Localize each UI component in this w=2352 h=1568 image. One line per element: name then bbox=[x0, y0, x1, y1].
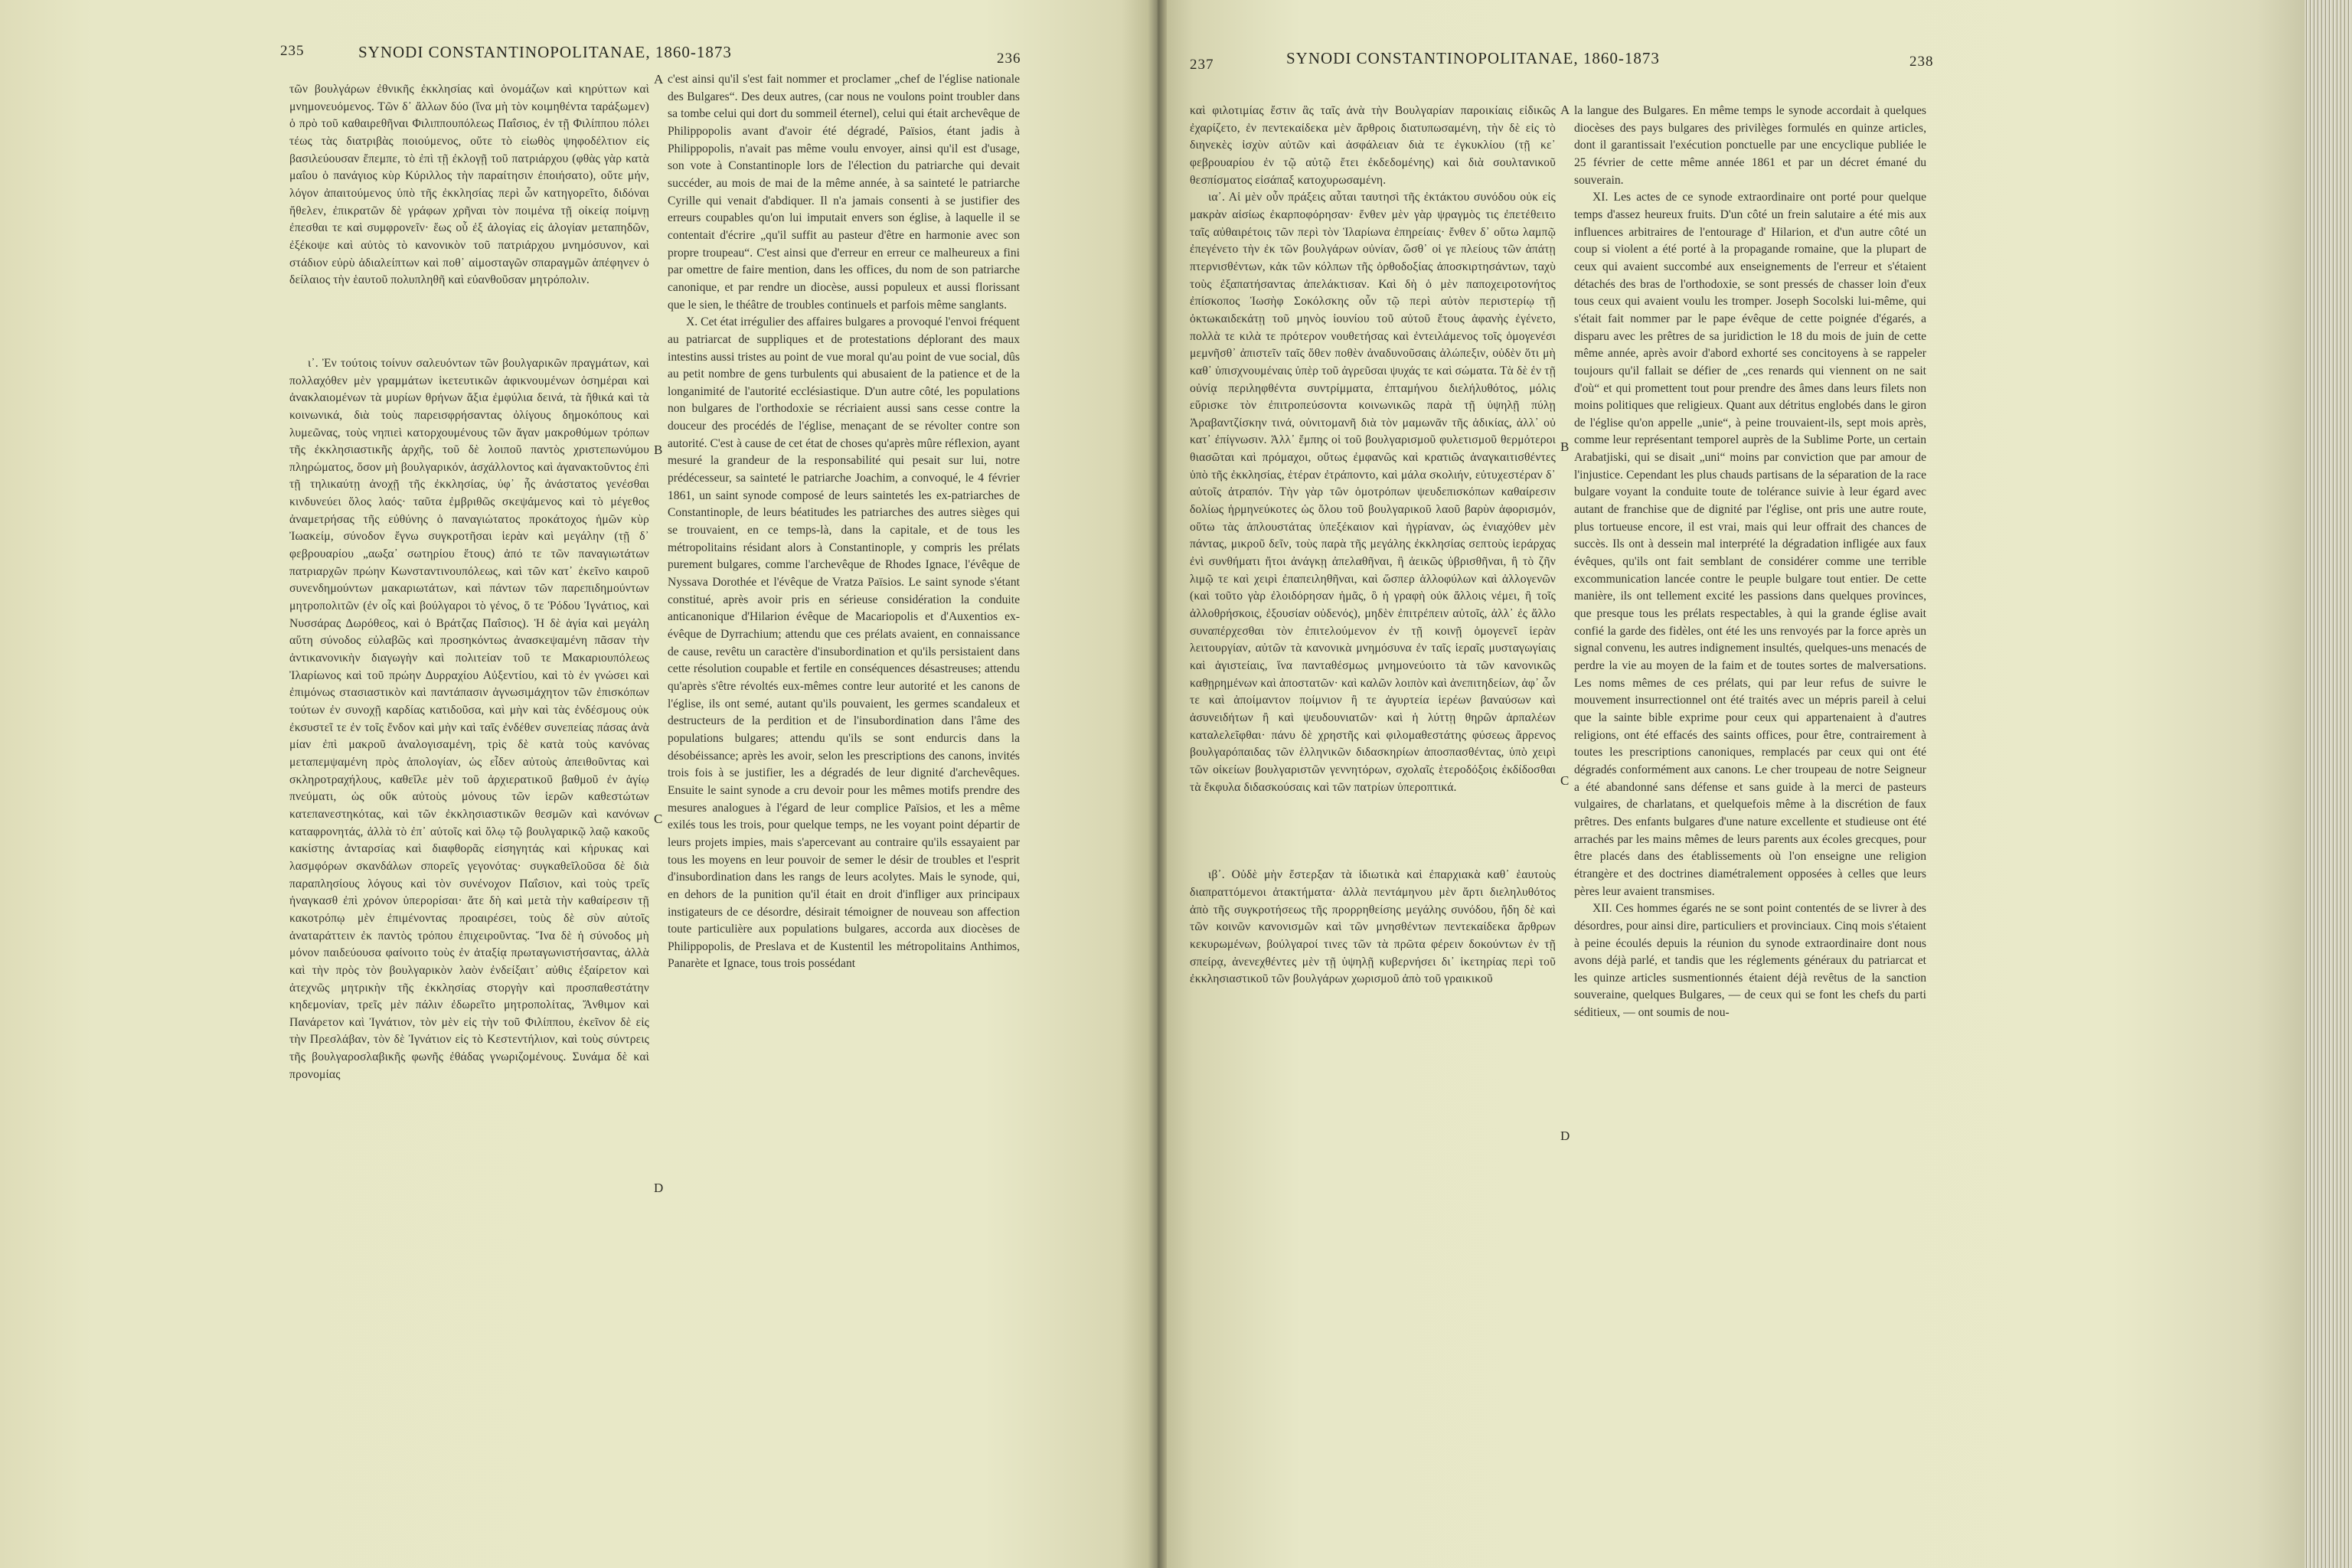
greek-paragraph: ιβ᾽. Οὐδὲ μὴν ἔστερξαν τὰ ἰδιωτικὰ καὶ ἐπαρχιακὰ καθ᾽ ἑαυτοὺς διαπραττόμενοι ἀτακτήματα· ἀλλὰ πεντάμηνου μὲν ἄρτι διεληλυθότος ἀπὸ τῆς συγκροτήσεως τῆς προρρηθείσης μεγάλης συνόδου, ἤδη δὲ καὶ τῶν κοινῶν κανονισμῶν καὶ τῶν μνησθέντων πεντεκαίδεκα ἄρθρων κεκυρωμένων, βούλγαροί τινες τῶν τὰ πρῶτα φέρειν δοκούντων ἐν τῇ σπείρᾳ, ἀνενεχθέντες μὲν τῇ ὑψηλῇ κυβερνήσει δι᾽ ἱκετηρίας περὶ τοῦ ἐκκλησιαστικοῦ τῶν βουλγάρων χωρισμοῦ ἀπὸ τοῦ γραικικοῦ bbox=[1190, 868, 1556, 986]
book-gutter bbox=[1148, 0, 1167, 1568]
section-marker-a: A bbox=[1560, 103, 1570, 117]
right-greek-column bbox=[1190, 103, 1556, 1534]
greek-paragraph: τῶν βουλγάρων ἐθνικῆς ἐκκλησίας καὶ ὀνομάζων καὶ κηρύττων καὶ μνημονευόμενος. Τῶν δ᾽ ἄλλων δύο (ἵνα μὴ τὸν κοιμηθέντα ταράξωμεν) ὁ πρὸ τοῦ καθαιρεθῆναι Φιλιππουπόλεως Παΐσιος, ἐν τῇ Φιλίππου πόλει τέως τὰς διατριβὰς ποιούμενος, οὔτε τὸ εἰωθὸς ψηφοδέλτιον εἰς βασιλεύουσαν ἔπεμπε, τὸ ἐπὶ τῇ ἐκλογῇ τοῦ πατριάρχου (φθὰς γὰρ κατὰ μαΐου ὁ πανάγιος κὺρ Κύριλλος τὴν παραίτησιν ἐποιήσατο), οὔτε μήν, λόγον ἀπαιτούμενος ὑπὸ τῆς ἐκκλησίας περὶ ὧν κατηγορεῖτο, διδόναι ἤθελεν, ἐπικρατῶν δὲ γράφων χρῆναι τὸν ποιμένα τῇ οἰκείᾳ ποίμνῃ ἐπεσθαι τε καὶ συμφρονεῖν· ἕως οὗ ἐξ ἀλογίας εἰς ἀλογίαν μεταπηδῶν, ἐξέκοψε καὶ αὐτὸς τὸ κανονικὸν τοῦ πατριάρχου μνημόσυνον, καὶ στάδιον εὐρὺ ἀδιαλείπτων καὶ ποθ᾽ αἱμοσταγῶν σπαραγμῶν ἀπέφηνεν ὁ δείλαιος τὴν ἑαυτοῦ πολυπληθῆ καὶ εὐανθοῦσαν μητρόπολιν. bbox=[289, 83, 649, 287]
right-french-column bbox=[1574, 103, 1926, 1534]
page-number-238: 238 bbox=[1909, 54, 1934, 70]
section-marker-c: C bbox=[654, 812, 663, 826]
greek-paragraph: ι᾽. Ἐν τούτοις τοίνυν σαλευόντων τῶν βουλγαρικῶν πραγμάτων, καὶ πολλαχόθεν μὲν γραμμάτων ἱκετευτικῶν ἀφικνουμένων ὀσημέραι καὶ ἀνακλαιομένων τὰ μυρίων θρήνων ἄξια ἐμφύλια δεινά, τὰ ἤθικά καὶ τὰ κοινωνικά, διὰ τοὺς παρεισφρήσαντας ὀλίγους δημοκόπους καὶ λυμεῶνας, τοὺς νηπιεὶ κατορχουμένους τῶν ἄγαν μακροθύμων τρόπων τῆς ἐκκλησιαστικῆς ἀρχῆς, τοῦ δὲ λοιποῦ παντὸς χριστεπωνύμου πληρώματος, ὅσον μὴ βουλγαρικόν, ἀσχάλλοντος καὶ ἀγανακτοῦντος ἐπὶ τῇ τηλικαύτῃ ἀνοχῇ τῆς ἐκκλησίας, ὑφ᾽ ἧς ἀνάστατος γενέσθαι κινδυνεύει ὅλος λαός· ταῦτα ἐμβριθῶς σκεψάμενος καὶ τὸ μέγεθος ἀναμετρήσας τῆς εὐθύνης ὁ παναγιώτατος προκάτοχος ἡμῶν κὺρ Ἰωακείμ, σύνοδον ἔγνω συγκροτῆσαι ἱερὰν καὶ μεγάλην (τῇ δ᾽ φεβρουαρίου „αωξα᾽ σωτηρίου ἔτους) ἀπό τε τῶν παναγιωτάτων πατριαρχῶν πρώην Κωνσταντινουπόλεως, καὶ τῶν κατ᾽ ἐκεῖνο καιροῦ συνενδημούντων μακαριωτάτων, καὶ πάντων τῶν παρεπιδημούντων μητροπολιτῶν (ἐν οἷς καὶ βούλγαροι τὸ γένος, ὅ τε Ῥόδου Ἰγνάτιος, καὶ Νυσσάρας Δωρόθεος, καὶ ὁ Βράτζας Παΐσιος). Ἡ δὲ ἁγία καὶ μεγάλη αὕτη σύνοδος εὐλαβῶς καὶ προσηκόντως ἀνασκεψαμένη πᾶσαν τὴν ἀντικανονικὴν διαγωγὴν καὶ πολιτείαν τοῦ τε Μακαριουπόλεως Ἰλαρίωνος καὶ τοῦ πρώην Δυρραχίου Αὐξεντίου, καὶ τὸ ἐν γνώσει καὶ ἐπιμόνως στασιαστικὸν καὶ παντάπασιν ἀγνωσιμάχητον τῶν ἐπισκόπων τούτων ἐν συνοχῇ καρδίας κατιδοῦσα, καὶ μὴν καὶ τὰς ἐνδέσμους οὐκ ἐκσυστεῖ τε ἐν τοῖς ἔνδον καὶ μὴν καὶ ταῖς ἐνδέθεν συνεπείας πάσας ἀνὰ μίαν ἐπὶ μακροῦ ἀναλογισαμένη, τρὶς δὲ κατὰ τοὺς κανόνας μεταπεμψαμένη πρὸς ἀπολογίαν, ὡς εἶδεν αὐτοὺς ἀπειθοῦντας καὶ σκληροτραχήλους, καθεῖλε μὲν τοῦ ἀρχιερατικοῦ βαθμοῦ ἐν ἁγίῳ πνεύματι, ὡς οὔκ αὐτοὺς μόνους τῶν ἱερῶν καθεστώτων κατεπανεστηκότας, καὶ τῶν ἐκκλησιαστικῶν θεσμῶν καὶ κανόνων καταφρονητάς, ἀλλὰ τὸ ἐπ᾽ αὐτοῖς καὶ ὅλῳ τῷ βουλγαρικῷ λαῷ κακοῦς κακίστης ἀνταρσίας καὶ διαφθορᾶς εἰσηγητάς καὶ κήρυκας καὶ λασμφόρων σκανδάλων σπορεῖς γεγονότας· συγκαθεῖλοῦσα δὲ διὰ παραπλησίους λόγους καὶ τὸν συνένοχον Παΐσιον, καὶ τοὺς τρεῖς ἠναγκασθ ἐπὶ χρόνον ὑπερορίσαι· ἅτε δὴ καὶ μετὰ τὴν καθαίρεσιν τῇ κακοτρόπῳ μὲν ἐπιμένοντας προαιρέσει, τοὺς δὲ σὺν αὐτοῖς ἀναταράττειν ἐκ παντὸς τρόπου ἐπιχειροῦντας. Ἵνα δὲ ἡ σύνοδος μὴ μόνον παιδεύουσα φαίνοιτο τοὺς ἐν ἀταξίᾳ πρωταγωνιστήσαντας, ἀλλὰ καὶ τὴν πρὸς τὸν βουλγαρικὸν λαὸν ἐνδείξαιτ᾽ αὐθις ἐξαίρετον καὶ ἀτεχνῶς μητρικὴν τῆς ἐκκλησίας στοργὴν καὶ προσπαθεστάτην κηδεμονίαν, τρεῖς μὲν πάλιν ἐδωρεῖτο μητροπολίτας, Ἄνθιμον καὶ Πανάρετον καὶ Ἰγνάτιον, τὸν μὲν εἰς τὴν τοῦ Φιλίππου, ἐκεῖνον δὲ εἰς τὴν Πρεσλάβαν, τὸν δὲ Ἰγνάτιον εἰς τὸ Κεστεντήλιον, καὶ τοὺς σύντρεις τῆς βουλγαροσλαβικῆς φωνῆς ἐθάδας γνωριζομένους. Συνάμα δὲ καὶ προνομίας bbox=[289, 356, 649, 1081]
section-marker-d: D bbox=[1560, 1129, 1570, 1143]
section-marker-b: B bbox=[654, 443, 663, 457]
left-page bbox=[0, 0, 1156, 1568]
left-french-column bbox=[668, 71, 1020, 1526]
right-header-title: SYNODI CONSTANTINOPOLITANAE, 1860-1873 bbox=[1286, 49, 1660, 67]
french-paragraph: XI. Les actes de ce synode extraordinaire ont porté pour quelque temps d'assez heureux fruits. D'un côté un frein salutaire a été mis aux influences arbitraires de l'entourage d' Hilarion, et d'un autre côté un coup si violent a été porté à la propagande romaine, que la plupart de ceux qui avaient succombé aux enseignements de l'erreur et s'étaient détachés des bras de l'orthodoxie, se sont pressés de chasser loin d'eux tous ceux qui avaient voulu les tromper. Joseph Socolski lui-même, qui s'était fait nommer par le pape évêque de cette poignée d'égarés, a disparu avec les prêtres de sa juridiction le 18 du mois de juin de cette même année, après avoir d'abord exhorté ses concitoyens à se rappeler toujours qu'il fallait se défier de „ces renards qui viennent on ne sait d'où“ et qui promettent tout pour prendre des âmes dans leurs filets non moins politiques que religieux. Quant aux détritus englobés dans le giron de l'église qu'on appelle „unie“, à peine trouvaient-ils, sept mois après, comme leur représentant temporel auprès de la Sublime Porte, un certain Arabatjiski, qui se disait „uni“ moins par conviction que par amour de l'injustice. Cependant les plus chauds partisans de la séparation de la race bulgare voyant la conduite toute de tolérance suivie à leur égard avec autant de franchise que de dignité par l'église, ont pris une autre route, plus tortueuse encore, il est vrai, mais qui leur offrait des chances de succès. Ils ont à dessein mal interprété la dégradation infligée aux faux évêques, qu'ils ont fait semblant de considérer comme une terrible excommunication lancée contre le peuple bulgare tout entier. De cette manière, ils ont tellement excité les passions dans quelques provinces, que presque tous les prélats respectables, à qui la grande église avait confié la garde des fidèles, ont été les uns renvoyés par la force après un signal convenu, les autres indignement insultés, quelques-uns menacés de perdre la vie au moyen de la faim et de toutes sortes de malversations. Les noms mêmes de ces prélats, qui par leur refus de suivre le mouvement insurrectionnel ont été traités avec un mépris pareil à celui que la sainte bible exprime pour ceux qui appartenaient à d'autres religions, ont été effacés des saints offices, pour être, contrairement à toutes les prescriptions canoniques, remplacés par ceux qui ont été dégradés conformément aux canons. Le cher troupeau de notre Seigneur a été abandonné sans défense et sans guide à la merci de pasteurs vulgaires, de charlatans, et quelquefois même à la discrétion de faux prêtres. Des enfants bulgares d'une nature excellente et studieuse ont été arrachés par les mains mêmes de leurs parents aux écoles grecques, pour être placés dans des établissements où l'on enseigne une religion étrangère et des doctrines diamétralement opposées à celles que leurs pères leur avaient transmises. bbox=[1574, 191, 1926, 898]
page-edge bbox=[2305, 0, 2352, 1568]
greek-paragraph: καὶ φιλοτιμίας ἔστιν ἃς ταῖς ἀνὰ τὴν Βουλγαρίαν παροικίαις εἰδικῶς ἐχαρίζετο, ἐν πεντεκαίδεκα μὲν ἄρθροις διατυπωσαμένη, τὴν δὲ εἰς τὸ διηνεκὲς ἰσχὺν αὐτῶν καὶ ἀσφάλειαν διὰ τε ἐγκυκλίου (τῇ κε᾽ φεβρουαρίου ἐν τῷ αὐτῷ ἔτει ἐκδεδομένης) καὶ διὰ σουλτανικοῦ θεσπίσματος εἰσάπαξ κατοχυρωσαμένη. bbox=[1190, 104, 1556, 187]
right-page bbox=[1158, 0, 2352, 1568]
french-paragraph: XII. Ces hommes égarés ne se sont point contentés de se livrer à des désordres, pour ainsi dire, particuliers et provinciaux. Cinq mois s'étaient à peine écoulés depuis la réunion du synode extraordinaire dont nous avons déjà parlé, et tandis que les réglements généraux du patriarcat et les quinze articles susmentionnés étaient déjà revêtus de la sanction souveraine, quelques Bulgares, — de ceux qui se font les chefs du parti séditieux, — ont soumis de nou- bbox=[1574, 902, 1926, 1020]
page-number-236: 236 bbox=[997, 51, 1021, 67]
greek-paragraph: ια᾽. Αἱ μὲν οὖν πράξεις αὗται ταυτησὶ τῆς ἐκτάκτου συνόδου οὐκ εἰς μακρὰν αἰσίως ἐκαρποφόρησαν· ἔνθεν μὲν γὰρ ψραγμὸς τις ἐπετέθειτο ταῖς αὐθαιρέτοις τῶν περὶ τὸν Ἱλαρίωνα ἐπηρείαις· ἔνθεν δ᾽ οὕτω λαμπῷ ἐπεγένετο τὴν ἐκ τῶν βουλγάρων οὐνίαν, ὥσθ᾽ οἱ γε πλείους τῶν ἀπάτῃ πτερνισθέντων, κἀκ τῶν κόλπων τῆς ὀρθοδοξίας ἀποσκιρτησάντων, ταχὺ τοὺς ἐξαπατήσαντας ἀπελάκτισαν. Καὶ δὴ ὁ μὲν παποχειροτονήτος ἐπίσκοπος Ἰωσὴφ Σοκόλσκης οὖν τῷ περὶ αὐτὸν περιστερίῳ τῇ ὀκτωκαιδεκάτῃ τοῦ μηνὸς ἰουνίου τοῦ αὐτοῦ ἔτους ἀφανὴς ἐγένετο, πολλὰ τε κιλὰ τε πρότερον νουθετήσας καὶ ἐντειλάμενος τοῖς ὁμογενέσι μεμνῆσθ᾽ ἀπιστεῖν ταῖς ὅθεν ποθὲν ἀναδυνοῦσαις ἀλώπεξιν, οὐδὲν ὅτι μὴ καθ᾽ ὑπισχνουμέναις ὑπὲρ τοῦ ἀγρεῦσαι ψυχάς τε καὶ σώματα. Τὰ δὲ ἐν τῇ οὐνίᾳ περιληφθέντα συντρίμματα, ἐπταμήνου διελήλυθότος, μόλις εὕρισκε τὸν ἐπιτροπεύσοντα κοινωνικῶς παρὰ τῇ ὑψηλῇ πύλῃ Ἀραβαντζίσκην τινά, οὐνιτομανῆ διὰ τὸν μαμωνᾶν τῆς ἀδικίας, ἀλλ᾽ οὐ κατ᾽ ἐπίγνωσιν. Ἀλλ᾽ ἔμπης οἱ τοῦ βουλγαρισμοῦ φυλετισμοῦ θερμότεροι θιασῶται καὶ πρόμαχοι, οὔτως ἐμφανῶς καὶ κρατιῶς ἀναγκαιτισθέντες ὑπὸ τῆς ἐκκλησίας, ἑτέραν ἐτράποντο, καὶ μάλα σκολιήν, εὐτυχεστέραν δ᾽ αὐτοῖς ἀτραπόν. Τὴν γὰρ τῶν ὁμοτρόπων ψευδεπισκόπων καθαίρεσιν δολίως ἡρμηνεύκοτες ὡς ὅλου τοῦ βουλγαρικοῦ λαοῦ βαρὺν ἀφορισμόν, οὕτω τὰς ἁπλουστάτας ὑπεξέκαιον καὶ ἠγρίαναν, ὡς ἐνιαχόθεν μὲν πάντας, μικροῦ δεῖν, τοὺς παρὰ τῆς μεγάλης ἐκκλησίας σεπτοὺς ἱεράρχας ἐνὶ συνθήματι ἤτοι ἀνάγκῃ ἀπελαθῆναι, ἢ ἀεικῶς ὑβρισθῆναι, ἢ τὸ ζῆν λιμῷ τε καὶ χειρὶ ἐπαπειληθῆναι, καὶ ὥσπερ ἀλλοφύλων καὶ ἀλλογενῶν (καὶ τοῦτο γὰρ ἐλοιδόρησαν ἡμᾶς, ὃ ἡ γραφὴ οὐκ ἄλλοις νέμει, ἢ τοῖς ἀλλοθρήσκοις, ἐξουσίαν οὐδενός), μηδὲν ἐπιτρέπειν αὐτοῖς, ἀλλ᾽ ἐς ἄλλο συναπέρχεσθαι τὸν ἐπιτελούμενον ἐν τῇ κοινῇ ὁμογενεῖ ἱερὰν λειτουργίαν, αὐτῶν τὰ κανονικὰ μνημόσυνα ἐν ταῖς ἱεραῖς μυσταγωγίαις καὶ ἁγιστείαις, ἵνα πανταθέσμως μνημονεύοιτο τὰ τῶν κανονικῶς καθῃρημένων καὶ ἀποστατῶν· καὶ καλῶν λοιπὸν καὶ ἀνεπιτηδείων, ἀφ᾽ ὧν τε καὶ ἀποίμαντον ποίμνιον ἢ τε ἁγυρτεία ἱερέων βαναύσων καὶ ἀσυνειδήτων ἢ καὶ ψευδουνιατῶν· καὶ ἡ λύττῃ θηρῶν ἁρπαλέων καταλελεῖφθαι· πάνυ δὲ χρηστῆς καὶ φιλομαθεστάτης φύσεως ἄρρενος βουλγαρόπαιδας τῶν ἑλληνικῶν διδασκηρίων ἀποσπασθέντας, ὑπὸ χειρὶ τῶν οἰκείων βουλγαριστῶν γεννητόρων, σχολαῖς ἑτεροδόξοις ἐκδίδοσθαι τὰ ἔκφυλα διδασκούσαις καὶ τῶν πατρίων ὑπεροπτικά. bbox=[1190, 191, 1556, 794]
french-paragraph: la langue des Bulgares. En même temps le synode accordait à quelques diocèses des pays bulgares des privilèges formulés en quinze articles, dont il garantissait l'exécution ponctuelle par une encyclique publiée le 25 février de cette même année 1861 et par un décret émané du souverain. bbox=[1574, 104, 1926, 187]
page-number-237: 237 bbox=[1190, 57, 1214, 73]
section-marker-b: B bbox=[1560, 439, 1570, 454]
page-number-235: 235 bbox=[280, 43, 305, 59]
left-header-title: SYNODI CONSTANTINOPOLITANAE, 1860-1873 bbox=[358, 43, 732, 61]
left-greek-column bbox=[289, 81, 649, 1521]
section-marker-d: D bbox=[654, 1181, 664, 1195]
french-paragraph: X. Cet état irrégulier des affaires bulgares a provoqué l'envoi fréquent au patriarcat de suppliques et de protestations déplorant des maux intestins aussi tristes au point de vue moral qu'au point de vue social, dûs au petit nombre de gens turbulents qui abusaient de la patience et de la longanimité de l'autorité ecclésiastique. D'un autre côté, les populations non bulgares de l'orthodoxie se récriaient aussi sans cesse contre la douceur des procédés de l'église, menaçant de se révolter contre son autorité. C'est à cause de cet état de choses qu'après mûre réflexion, ayant mesuré la grandeur de la responsabilité qui pesait sur lui, notre prédécesseur, sa sainteté le patriarche Joachim, a convoqué, le 4 février 1861, un saint synode composé de leurs saintetés les ex-patriarches de Constantinople, de leurs béatitudes les patriarches des autres sièges qui se trouvaient, en ce temps-là, dans la capitale, et de tous les métropolitains résidant alors à Constantinople, y compris les prélats purement bulgares, comme l'archevêque de Rhodes Ignace, l'évêque de Nyssava Dorothée et l'évêque de Vratza Païsios. Le saint synode s'étant constitué, après avoir pris en sérieuse considération la conduite anticanonique d'Hilarion évêque de Macariopolis et d'Auxentios ex-évêque de Dyrrachium; attendu que ces prélats avaient, en connaissance de cause, revêtu un caractère d'insubordination et qu'ils persistaient dans cette résolution coupable et fertile en conséquences désastreuses; attendu qu'après s'être révoltés eux-mêmes contre leur autorité et les canons de l'église, ils ont semé, autant qu'ils pouvaient, les germes scandaleux et destructeurs de la perdition et de l'insubordination dans l'âme des populations bulgares; attendu qu'ils se sont endurcis dans la désobéissance; après les avoir, selon les prescriptions des canons, invités trois fois à se justifier, les a dégradés de leur dignité d'archevêques. Ensuite le saint synode a cru devoir pour les mêmes motifs prendre des mesures analogues à l'égard de leur complice Païsios, et les a même exilés tous les trois, pour quelque temps, ne les voyant point départir de leurs projets impies, mais s'apercevant au contraire qu'ils essayaient par tous les moyens en leur pouvoir de semer le désir de troubles et l'esprit d'insubordination dans les rangs de leurs acolytes. Mais le synode, qui, en dehors de la punition qu'il était en droit d'infliger aux principaux instigateurs de ce désordre, désirait témoigner de nouveau son affection toute particulière aux populations bulgares, accorda aux diocèses de Philippopolis, de Preslava et de Kustentil les métropolitains Anthimos, Panarète et Ignace, tous trois possédant bbox=[668, 315, 1020, 971]
section-marker-c: C bbox=[1560, 773, 1570, 788]
french-paragraph: c'est ainsi qu'il s'est fait nommer et proclamer „chef de l'église nationale des Bulgares“. Des deux autres, (car nous ne voulons point troubler dans sa tombe celui qui dort du sommeil éternel), celui qui était archevêque de Philippopolis avant d'avoir été dégradé, Païsios, étant jadis à Philippopolis, n'avait pas même voulu envoyer, ainsi qu'il est d'usage, son vote à Constantinople lors de l'élection du patriarche qui devait succéder, au mois de mai de la même année, à sa sainteté le patriarche Cyrille qui venait d'abdiquer. Il n'a jamais consenti à se justifier des erreurs coupables qu'on lui imputait envers son église, à laquelle il se contentait d'écrire „qu'il suffit au pasteur d'être en harmonie avec son propre troupeau“. C'est ainsi que d'erreur en erreur ce malheureux a fini par omettre de faire mention, dans les offices, du nom de son patriarche canonique, et par rendre un diocèse, aussi populeux et aussi florissant que le sien, le théâtre de troubles continuels et parfois même sanglants. bbox=[668, 73, 1020, 312]
section-marker-a: A bbox=[654, 72, 664, 87]
